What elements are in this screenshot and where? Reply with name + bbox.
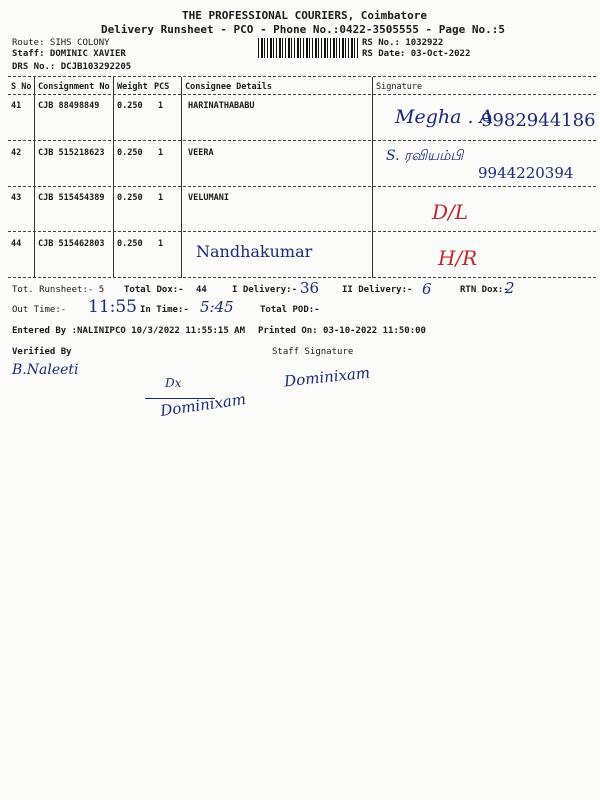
row-consignee: HARINATHABABU [188, 101, 255, 111]
row-pcs: 1 [158, 101, 164, 111]
col-header-consignee: Consignee Details [185, 82, 272, 92]
row-consignee: VEERA [188, 148, 214, 158]
recipient-signature: S. ரவியம்பி [386, 148, 464, 164]
staff-text: Staff: DOMINIC XAVIER [12, 49, 126, 59]
recipient-phone: 9982944186 [481, 110, 596, 131]
col-header-sno: S No [11, 82, 32, 92]
row-sno: 43 [11, 193, 22, 203]
col-header-weight: Weight [117, 82, 148, 92]
staff-signature-label: Staff Signature [272, 347, 354, 357]
delivered-mark: D/L [432, 200, 469, 224]
tot-runsheet: Tot. Runsheet:- 5 [12, 285, 105, 295]
row-consignment: CJB 515454389 [38, 193, 105, 203]
row-consignment: CJB 88498849 [38, 101, 100, 111]
row-pcs: 1 [158, 148, 164, 158]
drs-number: DRS No.: DCJB103292205 [12, 62, 132, 72]
staff-signature-1: Dominixam [159, 390, 248, 420]
out-time-value: 11:55 [88, 297, 137, 317]
row-consignment: CJB 515462803 [38, 239, 105, 249]
total-pod-label: Total POD:- [260, 305, 320, 315]
printed-on: Printed On: 03-10-2022 11:50:00 [258, 326, 426, 336]
route-text: Route: SIHS COLONY [12, 38, 110, 48]
col-header-pcs: PCS [154, 82, 170, 92]
runsheet-subtitle: Delivery Runsheet - PCO - Phone No.:0422-3505555 - Page No.:5 [101, 23, 505, 36]
row-sno: 41 [11, 101, 22, 111]
out-time-label: Out Time:- [12, 305, 67, 315]
company-title: THE PROFESSIONAL COURIERS, Coimbatore [182, 9, 428, 22]
rtn-dox-value: 2 [505, 279, 515, 297]
divider [8, 76, 596, 77]
consignee-handwritten: Nandhakumar [196, 242, 313, 261]
row-consignee: VELUMANI [188, 193, 229, 203]
in-time-label: In Time:- [140, 305, 189, 315]
barcode [258, 38, 358, 58]
i-delivery-value: 36 [300, 279, 320, 297]
row-weight: 0.250 [117, 239, 143, 249]
i-delivery-label: I Delivery:- [232, 285, 298, 295]
row-sno: 44 [11, 239, 22, 249]
ii-delivery-label: II Delivery:- [342, 285, 413, 295]
staff-signature-2: Dominixam [283, 363, 371, 391]
row-weight: 0.250 [117, 148, 143, 158]
rs-date: RS Date: 03-Oct-2022 [362, 49, 471, 59]
rs-number: RS No.: 1032922 [362, 38, 444, 48]
row-weight: 0.250 [117, 193, 143, 203]
verified-by-label: Verified By [12, 347, 72, 357]
recipient-phone: 9944220394 [478, 164, 574, 182]
row-weight: 0.250 [117, 101, 143, 111]
col-header-consignment: Consignment No [38, 82, 110, 92]
total-dox-label: Total Dox:- [124, 285, 184, 295]
in-time-value: 5:45 [200, 298, 234, 316]
rtn-dox-label: RTN Dox:- [460, 285, 509, 295]
entered-by: Entered By :NALINIPCO 10/3/2022 11:55:15 AM [12, 326, 245, 336]
row-consignment: CJB 515218623 [38, 148, 105, 158]
ii-delivery-value: 6 [422, 280, 432, 298]
col-header-signature: Signature [376, 82, 423, 92]
row-pcs: 1 [158, 239, 164, 249]
total-dox-value: 44 [196, 285, 207, 295]
verified-signature: B.Naleeti [12, 362, 79, 378]
row-sno: 42 [11, 148, 22, 158]
staff-initials: Dx [165, 376, 182, 390]
row-pcs: 1 [158, 193, 164, 203]
held-mark: H/R [438, 246, 478, 270]
recipient-signature: Megha . A [395, 106, 494, 128]
